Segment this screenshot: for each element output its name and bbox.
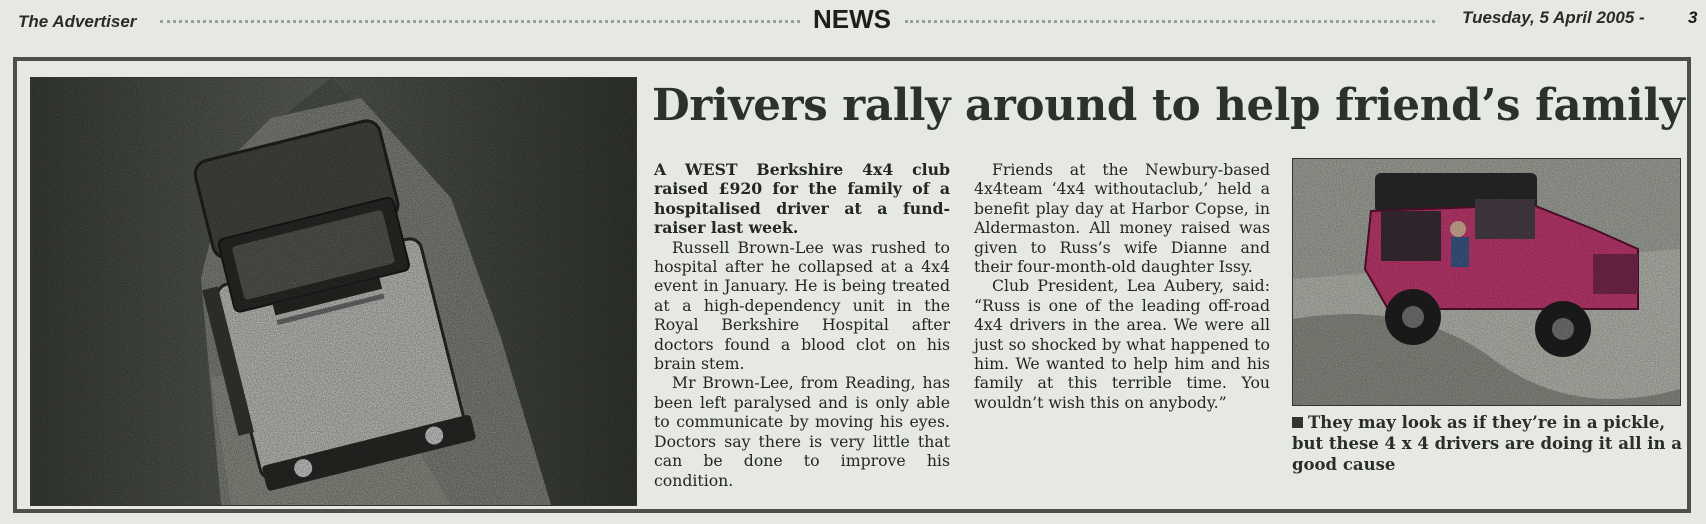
caption-bullet-icon: [1292, 417, 1303, 428]
article-paragraph: Club President, Lea Aubery, said: “Russ is one of the leading off-road 4x4 drivers in the area. We were all just so shocked by what happened to him. We wanted to help him and his family at this terrible time. You wouldn’t wish this on anybody.”: [974, 276, 1270, 412]
page-header: [0, 0, 1706, 40]
article-headline: Drivers rally around to help friend’s family: [652, 80, 1685, 131]
article-paragraph: Friends at the Newbury-based 4x4team ‘4x4 withoutaclub,’ held a benefit play day at Harbor Copse, in Aldermaston. All money raised was given to Russ’s wife Dianne and their four-month-old daughter Issy.: [974, 160, 1270, 277]
issue-date: Tuesday, 5 April 2005 -: [1462, 8, 1645, 27]
article-column-1: [654, 160, 950, 490]
article-paragraph: Mr Brown-Lee, from Reading, has been left paralysed and is only able to communicate by moving his eyes. Doctors say there is very little that can be done to improve his condition.: [654, 373, 950, 490]
article-paragraph: Russell Brown-Lee was rushed to hospital after he collapsed at a 4x4 event in January. He is being treated at a high-dependency unit in the Royal Berkshire Hospital after doctors found a blood clot on his brain stem.: [654, 237, 950, 374]
side-photo: [1292, 158, 1681, 406]
pink-jeep-in-mud-image: [1293, 159, 1680, 405]
main-photo: [30, 77, 637, 506]
header-dotted-rule-right: [905, 20, 1435, 23]
page-number: 3: [1688, 8, 1698, 27]
photo-caption: [1292, 412, 1682, 475]
offroad-vehicle-trench-image: [31, 78, 636, 505]
section-name: NEWS: [813, 4, 891, 34]
article-column-2: [974, 160, 1270, 412]
header-dotted-rule: [160, 20, 800, 23]
caption-text: They may look as if they’re in a pickle, but these 4 x 4 drivers are doing it all in a good cause: [1292, 413, 1682, 474]
publication-name: The Advertiser: [18, 12, 137, 31]
article-lead-paragraph: A WEST Berkshire 4x4 club raised £920 for the family of a hospitalised driver at a fund-raiser last week.: [654, 160, 950, 238]
